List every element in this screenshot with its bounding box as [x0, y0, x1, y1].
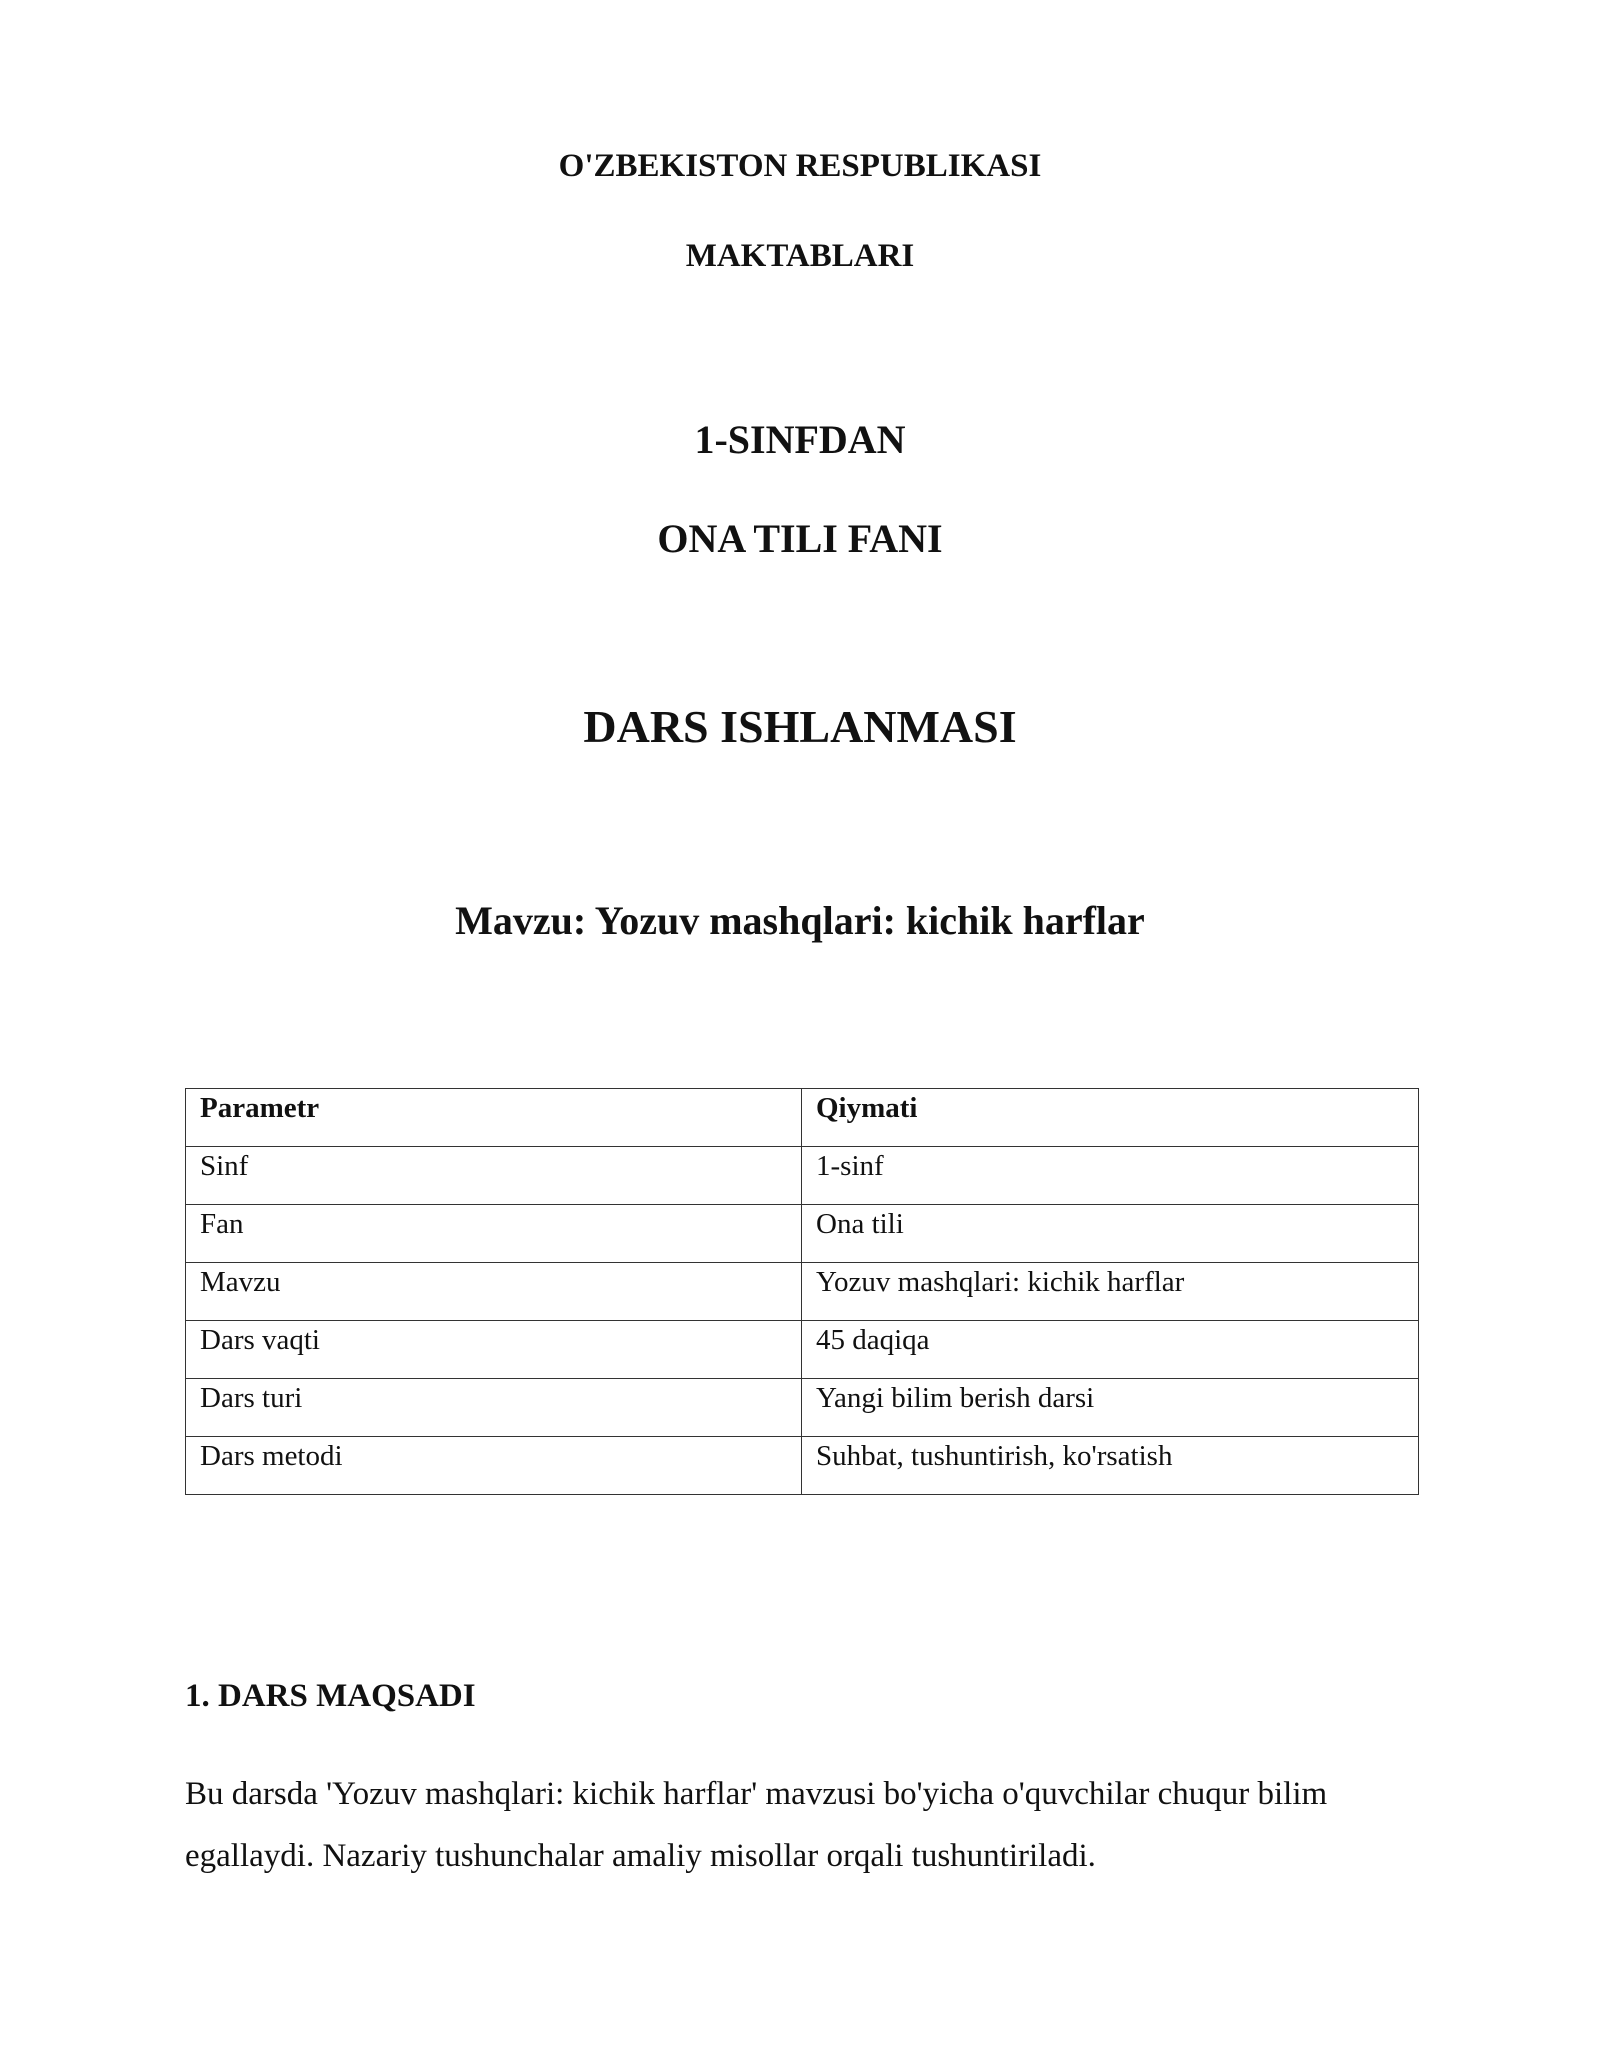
table-row [186, 1321, 1419, 1379]
table-cell-value: Ona tili [802, 1205, 1419, 1263]
table-row [186, 1437, 1419, 1495]
table-cell-parameter: Dars vaqti [186, 1321, 802, 1379]
grade-heading: 1-SINFDAN [694, 417, 906, 462]
table-cell-parameter: Mavzu [186, 1263, 802, 1321]
table-row [186, 1147, 1419, 1205]
table-cell-value: 45 daqiqa [802, 1321, 1419, 1379]
document-title: DARS ISHLANMASI [583, 701, 1017, 752]
parameters-table [185, 1088, 1419, 1495]
table-cell-value: Yozuv mashqlari: kichik harflar [802, 1263, 1419, 1321]
table-cell-parameter: Fan [186, 1205, 802, 1263]
table-header-cell: Parametr [186, 1089, 802, 1147]
table-cell-value: Yangi bilim berish darsi [802, 1379, 1419, 1437]
table-cell-parameter: Dars metodi [186, 1437, 802, 1495]
section-paragraph: Bu darsda 'Yozuv mashqlari: kichik harflar' mavzusi bo'yicha o'quvchilar chuqur bilim egallaydi. Nazariy tushunchalar amaliy misollar orqali tushuntiriladi. [185, 1776, 1328, 1874]
table-header-cell: Qiymati [802, 1089, 1419, 1147]
section-heading-lesson-goal: 1. DARS MAQSADI [185, 1678, 476, 1714]
topic-heading: Mavzu: Yozuv mashqlari: kichik harflar [455, 898, 1145, 943]
table-cell-value: Suhbat, tushuntirish, ko'rsatish [802, 1437, 1419, 1495]
subject-heading: ONA TILI FANI [657, 516, 943, 561]
table-cell-parameter: Dars turi [186, 1379, 802, 1437]
table-row [186, 1263, 1419, 1321]
table-row [186, 1379, 1419, 1437]
table-row [186, 1205, 1419, 1263]
republic-heading: O'ZBEKISTON RESPUBLIKASI [558, 148, 1042, 184]
table-cell-parameter: Sinf [186, 1147, 802, 1205]
schools-heading: MAKTABLARI [685, 238, 915, 274]
table-header-row [186, 1089, 1419, 1147]
table-cell-value: 1-sinf [802, 1147, 1419, 1205]
